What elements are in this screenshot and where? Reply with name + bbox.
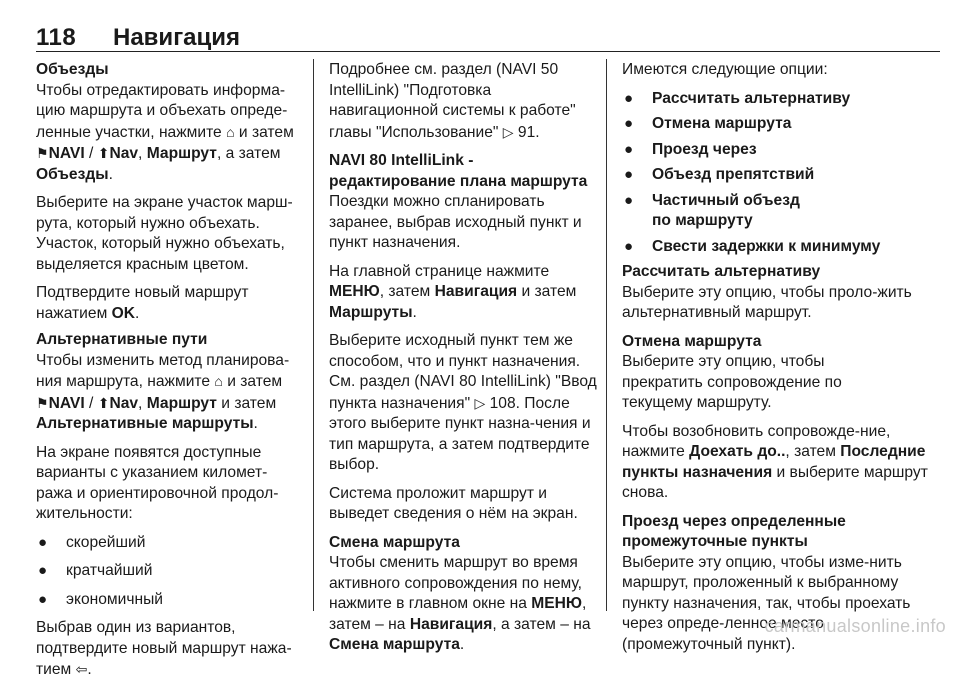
list-item: ● скорейший (38, 533, 146, 551)
list-item: ● Рассчитать альтернативу (624, 89, 851, 107)
paragraph-options-shown: На экране появятся доступные варианты с указанием километ-ража и ориентировочной продол-жительности: (36, 443, 279, 522)
paragraph-alternatives: Чтобы изменить метод планирова-ния маршрута, нажмите ⌂ и затем ⚑NAVI / ⬆Nav, Маршрут и затем Альтернативные маршруты. (36, 351, 290, 432)
list-item: ● Свести задержки к минимуму (624, 237, 881, 255)
home-icon: ⌂ (226, 123, 235, 140)
heading-via-points: Проезд через определенные промежуточные пункты (622, 512, 846, 550)
column-divider-2 (606, 59, 607, 611)
list-item: ● экономичный (38, 590, 163, 608)
heading-alternatives: Альтернативные пути (36, 331, 208, 348)
reference-arrow-icon: ▷ (502, 123, 514, 140)
paragraph-resume: Чтобы возобновить сопровожде-ние, нажмите Доехать до.., затем Последние пункты назначения и выберите маршрут снова. (622, 422, 928, 501)
paragraph-choose-option: Выбрав один из вариантов, подтвердите новый маршрут нажа-тием ⇦. (36, 619, 292, 678)
list-item: ● Отмена маршрута (624, 115, 792, 132)
paragraph-change-route: Чтобы сменить маршрут во время активного сопровождения по нему, нажмите в главном окне на МЕНЮ, затем – на Навигация, а затем – на Смена маршрута. (329, 554, 591, 653)
list-item: ● Объезд препятствий (624, 166, 815, 183)
nav-arrow-icon: ⬆ (97, 145, 110, 161)
reference-arrow-icon: ▷ (474, 394, 486, 411)
heading-change-route: Смена маршрута (329, 533, 460, 551)
paragraph-select-start: Выберите исходный пункт тем же способом, что и пункт назначения. См. раздел (NAVI 80 IntelliLink) "Ввод пункта назначения" ▷ 108. После этого выберите пункт назна-чения и тип маршрута, а затем подтвердите выбор. (329, 332, 597, 473)
paragraph-detours: Чтобы отредактировать информа- цию маршрута и объехать опреде- ленные участки, нажмите ⌂ и затем ⚑NAVI / ⬆Nav, Маршрут, а затем Объезды. (36, 81, 294, 183)
flag-icon: ⚑ (36, 145, 49, 161)
paragraph-cancel-route: Выберите эту опцию, чтобы прекратить сопровождение по текущему маршруту. (622, 353, 842, 411)
list-item: ● Проезд через (624, 140, 757, 158)
header-rule (36, 51, 940, 52)
paragraph-select-segment: Выберите на экране участок марш-рута, который нужно объехать. Участок, который нужно объехать, выделяется красным цветом. (36, 194, 293, 273)
column-divider-1 (313, 59, 314, 611)
column-3 (622, 60, 940, 663)
list-item: ● Частичный объезд по маршруту (624, 191, 800, 229)
column-2 (329, 60, 597, 664)
paragraph-system-builds: Система проложит маршрут и выведет сведения о нём на экран. (329, 484, 578, 522)
section-title: Навигация (113, 24, 241, 51)
heading-detours: Объезды (36, 61, 109, 78)
nav-arrow-icon: ⬆ (97, 394, 110, 411)
watermark: carmanualsonline.info (764, 616, 946, 636)
paragraph-plan-ahead: Поездки можно спланировать заранее, выбрав исходный пункт и пункт назначения. (329, 193, 582, 251)
heading-cancel-route: Отмена маршрута (622, 332, 762, 350)
column-1 (36, 60, 298, 689)
paragraph-options-intro: Имеются следующие опции: (622, 61, 828, 78)
heading-navi80-plan: NAVI 80 IntelliLink - редактирование плана маршрута (329, 152, 588, 190)
paragraph-see-section: Подробнее см. раздел (NAVI 50 IntelliLink) "Подготовка навигационной системы к работе" главы "Использование" ▷ 91. (329, 61, 576, 141)
flag-icon: ⚑ (36, 394, 49, 411)
paragraph-main-page: На главной странице нажмите МЕНЮ, затем Навигация и затем Маршруты. (329, 262, 577, 321)
page-number: 118 (36, 24, 77, 51)
paragraph-confirm: Подтвердите новый маршрут нажатием OK. (36, 284, 249, 322)
back-arrow-icon: ⇦ (75, 661, 88, 677)
list-item: ● кратчайший (38, 562, 153, 579)
heading-calc-alternative: Рассчитать альтернативу (622, 263, 821, 280)
home-icon: ⌂ (214, 373, 223, 389)
paragraph-calc-alternative: Выберите эту опцию, чтобы проло-жить альтернативный маршрут. (622, 283, 912, 321)
page-header (36, 18, 934, 52)
paragraph-via-points: Выберите эту опцию, чтобы изме-нить маршрут, проложенный к выбранному пункту назначения, так, чтобы проехать через опреде-ленное место (промежуточный пункт). (622, 553, 911, 653)
